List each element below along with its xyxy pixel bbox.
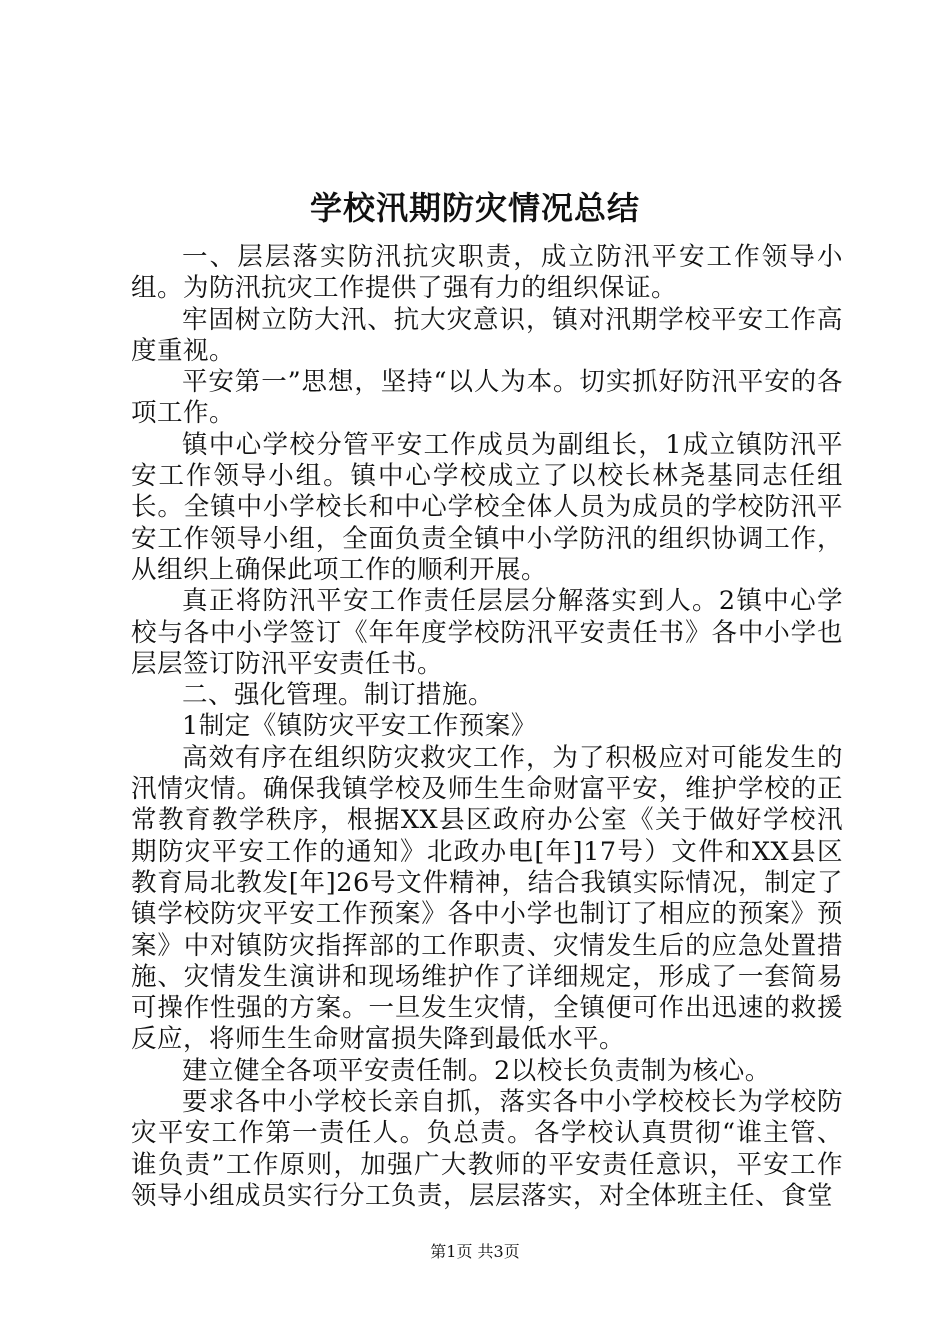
document-title: 学校汛期防灾情况总结 — [309, 189, 640, 227]
paragraph: 真正将防汛平安工作责任层层分解落实到人。2镇中心学校与各中小学签订《年年度学校防汛平安责任书》各中小学也层层签订防汛平安责任书。 — [131, 586, 843, 679]
paragraph: 高效有序在组织防灾救灾工作，为了积极应对可能发生的汛情灾情。确保我镇学校及师生生命财富平安，维护学校的正常教育教学秩序，根据XX县区政府办公室《关于做好学校汛期防灾平安工作的通知》北政办电[年]17号）文件和XX县区教育局北教发[年]26号文件精神，结合我镇实际情况，制定了镇学校防灾平安工作预案》各中小学也制订了相应的预案》预案》中对镇防灾指挥部的工作职责、灾情发生后的应急处置措施、灾情发生演讲和现场维护作了详细规定，形成了一套简易可操作性强的方案。一旦发生灾情，全镇便可作出迅速的救援反应，将师生生命财富损失降到最低水平。 — [131, 742, 843, 1055]
paragraph: 平安第一”思想，坚持“以人为本。切实抓好防汛平安的各项工作。 — [131, 367, 843, 429]
paragraph: 一、层层落实防汛抗灾职责，成立防汛平安工作领导小组。为防汛抗灾工作提供了强有力的组织保证。 — [131, 242, 843, 304]
paragraph: 镇中心学校分管平安工作成员为副组长，1成立镇防汛平安工作领导小组。镇中心学校成立了以校长林尧基同志任组长。全镇中小学校长和中心学校全体人员为成员的学校防汛平安工作领导小组，全面负责全镇中小学防汛的组织协调工作，从组织上确保此项工作的顺利开展。 — [131, 429, 843, 585]
paragraph: 1制定《镇防灾平安工作预案》 — [182, 711, 537, 742]
page-number-footer: 第1页 共3页 — [430, 1242, 520, 1261]
paragraph: 建立健全各项平安责任制。2以校长负责制为核心。 — [182, 1055, 771, 1086]
paragraph: 二、强化管理。制订措施。 — [182, 680, 495, 711]
document-body — [131, 242, 843, 1212]
paragraph: 牢固树立防大汛、抗大灾意识，镇对汛期学校平安工作高度重视。 — [131, 304, 843, 366]
paragraph: 要求各中小学校长亲自抓，落实各中小学校校长为学校防灾平安工作第一责任人。负总责。各学校认真贯彻“谁主管、谁负责”工作原则，加强广大教师的平安责任意识，平安工作领导小组成员实行分工负责，层层落实，对全体班主任、食堂 — [131, 1087, 843, 1211]
